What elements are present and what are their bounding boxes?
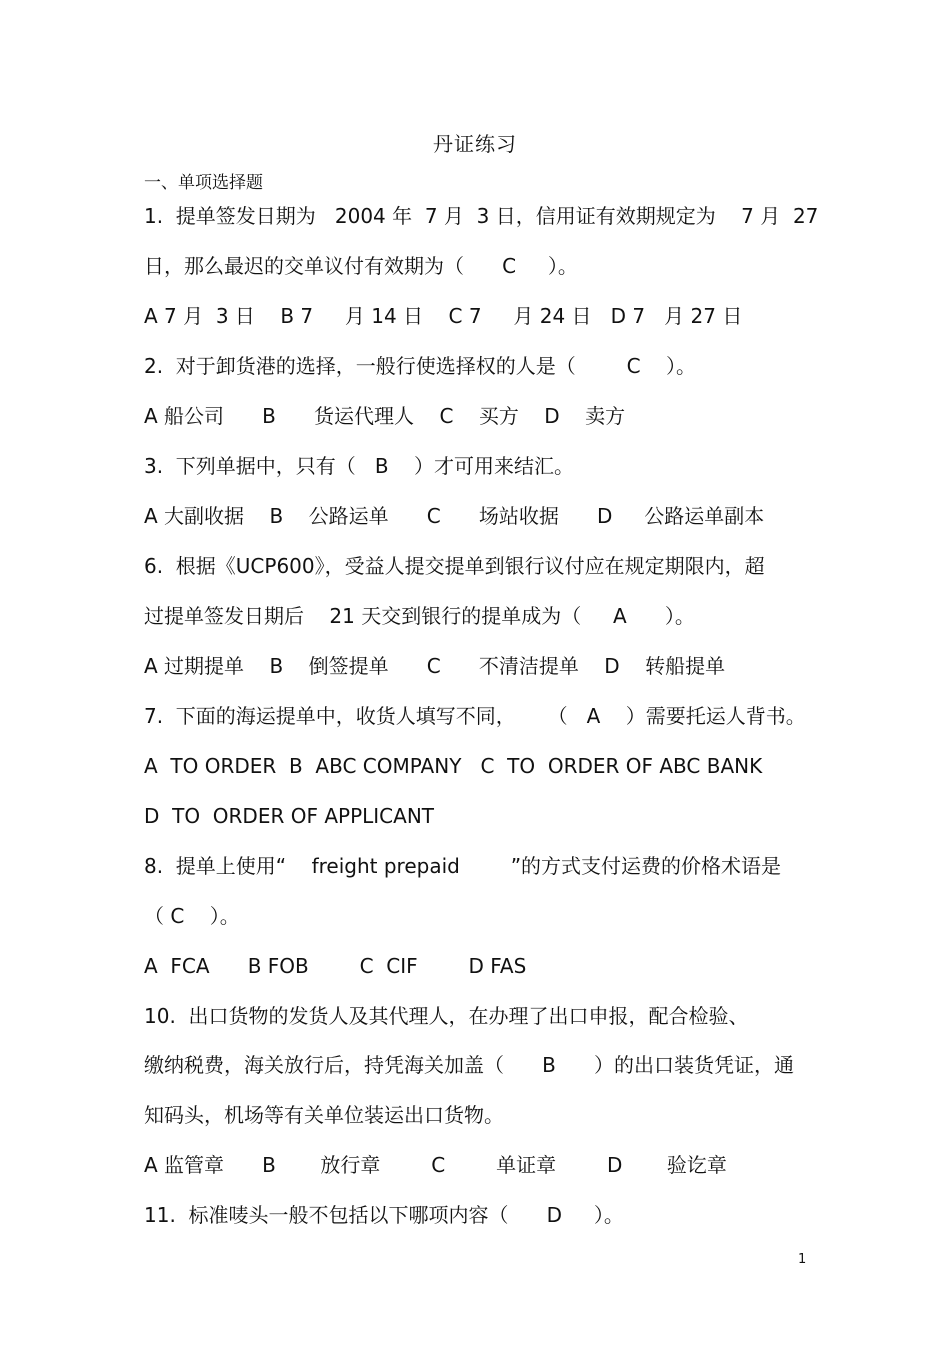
text-line: 7. 下面的海运提单中，收货人填写不同， （ A ）需要托运人背书。: [144, 704, 806, 728]
text-line: A 过期提单 B 倒签提单 C 不清洁提单 D 转船提单: [144, 654, 726, 678]
text-line: A FCA B FOB C CIF D FAS: [144, 954, 527, 978]
text-line: A TO ORDER B ABC COMPANY C TO ORDER OF ABC BANK: [144, 754, 763, 778]
text-line: D TO ORDER OF APPLICANT: [144, 804, 434, 828]
page-number: 1: [798, 1252, 807, 1267]
text-line: 3. 下列单据中，只有（ B ）才可用来结汇。: [144, 454, 575, 478]
text-line: 11. 标准唛头一般不包括以下哪项内容（ D ）。: [144, 1203, 624, 1227]
text-line: A 7 月 3 日 B 7 月 14 日 C 7 月 24 日 D 7 月 27 日: [144, 304, 743, 328]
text-line: 6. 根据《UCP600》，受益人提交提单到银行议付应在规定期限内，超: [144, 554, 765, 578]
text-line: 日，那么最迟的交单议付有效期为（ C ）。: [144, 254, 578, 278]
text-line: 2. 对于卸货港的选择，一般行使选择权的人是（ C ）。: [144, 354, 697, 378]
text-line: 8. 提单上使用“ freight prepaid ”的方式支付运费的价格术语是: [144, 854, 782, 878]
page-title: 丹证练习: [433, 132, 517, 156]
text-line: 10. 出口货物的发货人及其代理人，在办理了出口申报，配合检验、: [144, 1004, 749, 1028]
section-heading: 一、单项选择题: [144, 173, 263, 193]
text-line: A 船公司 B 货运代理人 C 买方 D 卖方: [144, 404, 626, 428]
text-line: 1. 提单签发日期为 2004 年 7 月 3 日，信用证有效期规定为 7 月 27: [144, 204, 819, 228]
text-line: 缴纳税费，海关放行后，持凭海关加盖（ B ）的出口装货凭证，通: [144, 1053, 795, 1077]
text-line: 知码头，机场等有关单位装运出口货物。: [144, 1103, 504, 1127]
text-line: A 大副收据 B 公路运单 C 场站收据 D 公路运单副本: [144, 504, 765, 528]
text-line: 过提单签发日期后 21 天交到银行的提单成为（ A ）。: [144, 604, 695, 628]
text-line: （ C ）。: [144, 904, 240, 928]
text-line: A 监管章 B 放行章 C 单证章 D 验讫章: [144, 1153, 727, 1177]
